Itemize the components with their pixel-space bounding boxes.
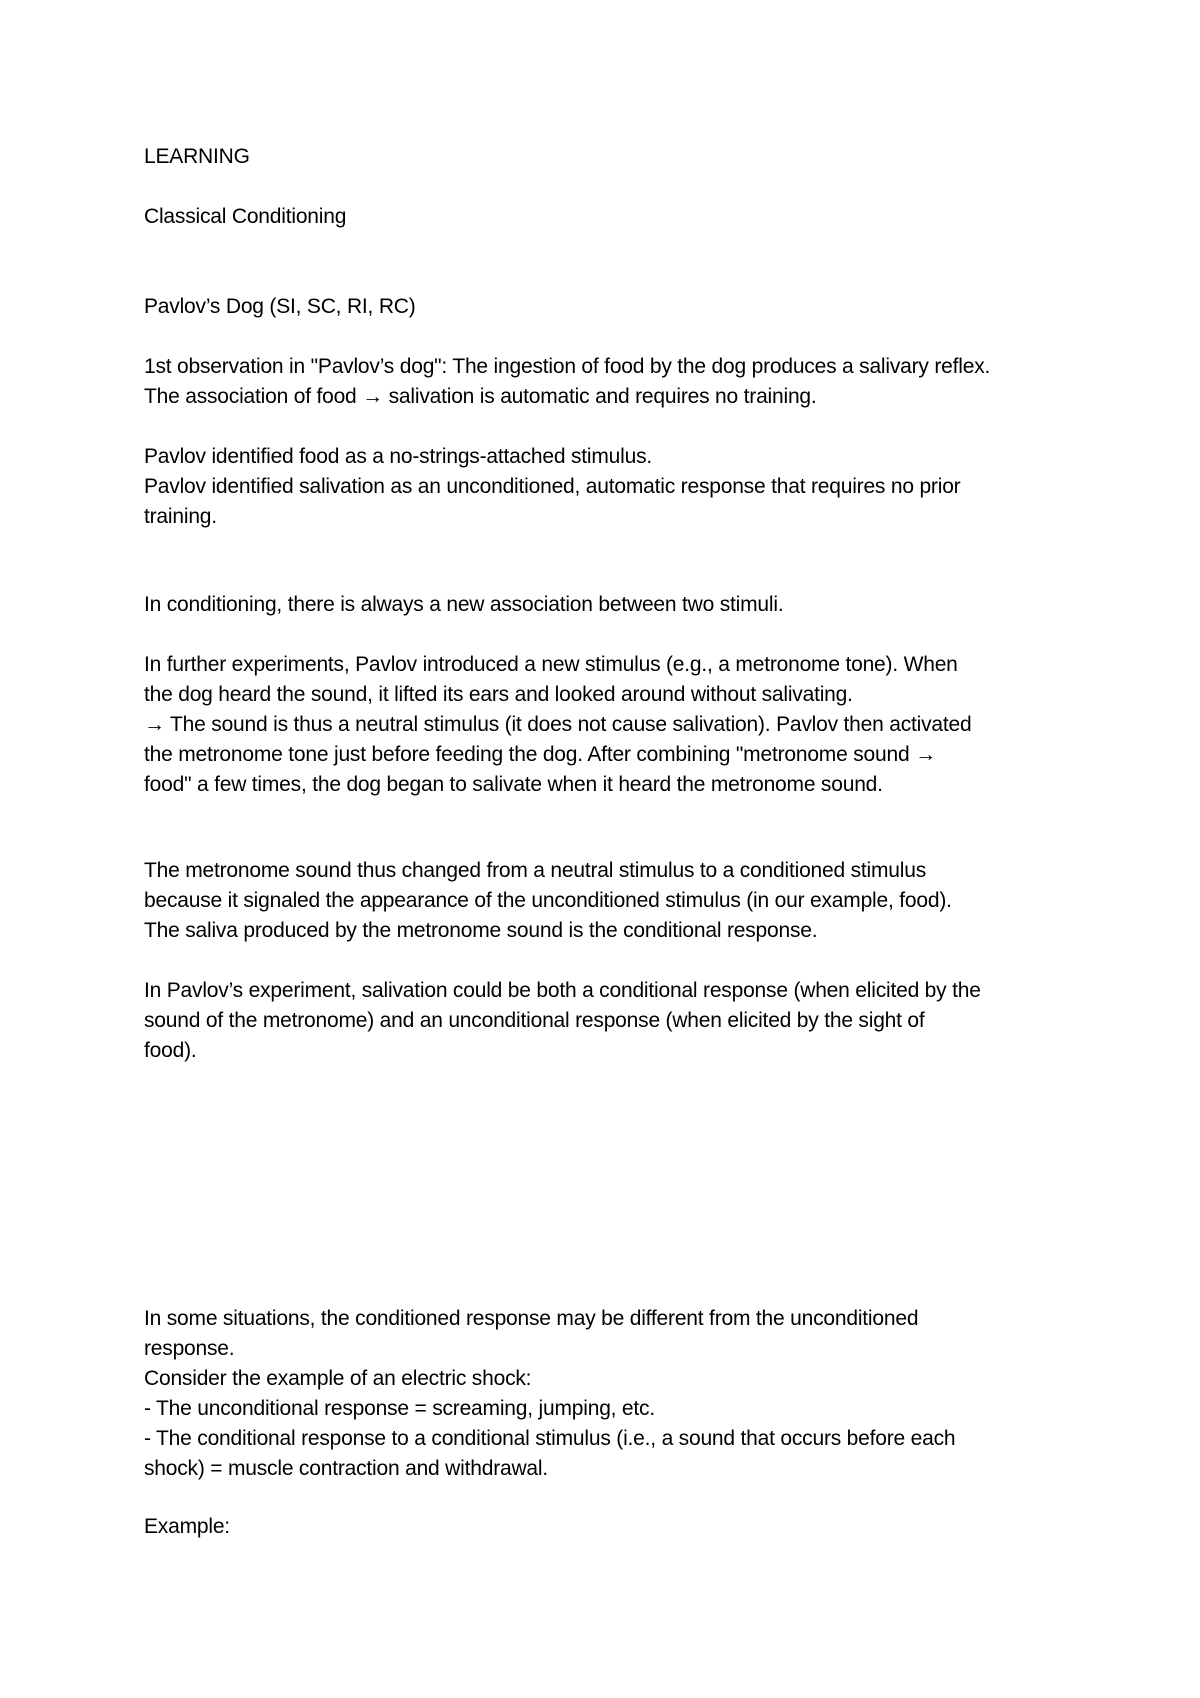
paragraph-further-experiments — [144, 650, 1074, 800]
subheading: Pavlov’s Dog (SI, SC, RI, RC) — [144, 295, 416, 318]
paragraph-identified — [144, 442, 1074, 532]
paragraph-line: → The sound is thus a neutral stimulus (it does not cause salivation). Pavlov then activated — [144, 713, 972, 736]
paragraph-line: - The unconditional response = screaming, jumping, etc. — [144, 1397, 655, 1420]
paragraph-line: Pavlov identified food as a no-strings-attached stimulus. — [144, 445, 653, 468]
paragraph-metronome-sound — [144, 856, 1074, 946]
paragraph-line: shock) = muscle contraction and withdrawal. — [144, 1457, 549, 1480]
paragraph-line: In Pavlov’s experiment, salivation could be both a conditional response (when elicited by the — [144, 979, 981, 1002]
paragraph-line: In conditioning, there is always a new association between two stimuli. — [144, 593, 784, 616]
paragraph-line: the dog heard the sound, it lifted its ears and looked around without salivating. — [144, 683, 853, 706]
paragraph-line: response. — [144, 1337, 235, 1360]
paragraph-line: training. — [144, 505, 217, 528]
example-label: Example: — [144, 1515, 230, 1538]
paragraph-conditioning — [144, 590, 1074, 620]
paragraph-line: The metronome sound thus changed from a neutral stimulus to a conditioned stimulus — [144, 859, 927, 882]
paragraph-line: food" a few times, the dog began to salivate when it heard the metronome sound. — [144, 773, 883, 796]
paragraph-line: 1st observation in "Pavlov’s dog": The ingestion of food by the dog produces a salivary reflex. — [144, 355, 991, 378]
paragraph-line: The association of food → salivation is automatic and requires no training. — [144, 385, 817, 408]
paragraph-line: In some situations, the conditioned response may be different from the unconditioned — [144, 1307, 919, 1330]
paragraph-line: sound of the metronome) and an unconditional response (when elicited by the sight of — [144, 1009, 925, 1032]
paragraph-line: food). — [144, 1039, 197, 1062]
paragraph-line: In further experiments, Pavlov introduced a new stimulus (e.g., a metronome tone). When — [144, 653, 958, 676]
section-title: Classical Conditioning — [144, 205, 347, 228]
paragraph-line: Consider the example of an electric shock: — [144, 1367, 532, 1390]
paragraph-electric-shock — [144, 1304, 1074, 1484]
paragraph-pavlov-experiment — [144, 976, 1074, 1066]
paragraph-first-observation — [144, 352, 1074, 412]
paragraph-line: because it signaled the appearance of the unconditioned stimulus (in our example, food). — [144, 889, 952, 912]
paragraph-line: The saliva produced by the metronome sound is the conditional response. — [144, 919, 818, 942]
paragraph-line: Pavlov identified salivation as an unconditioned, automatic response that requires no prior — [144, 475, 961, 498]
paragraph-line: the metronome tone just before feeding the dog. After combining "metronome sound → — [144, 743, 936, 766]
paragraph-line: - The conditional response to a conditional stimulus (i.e., a sound that occurs before each — [144, 1427, 956, 1450]
document-title: LEARNING — [144, 145, 250, 168]
